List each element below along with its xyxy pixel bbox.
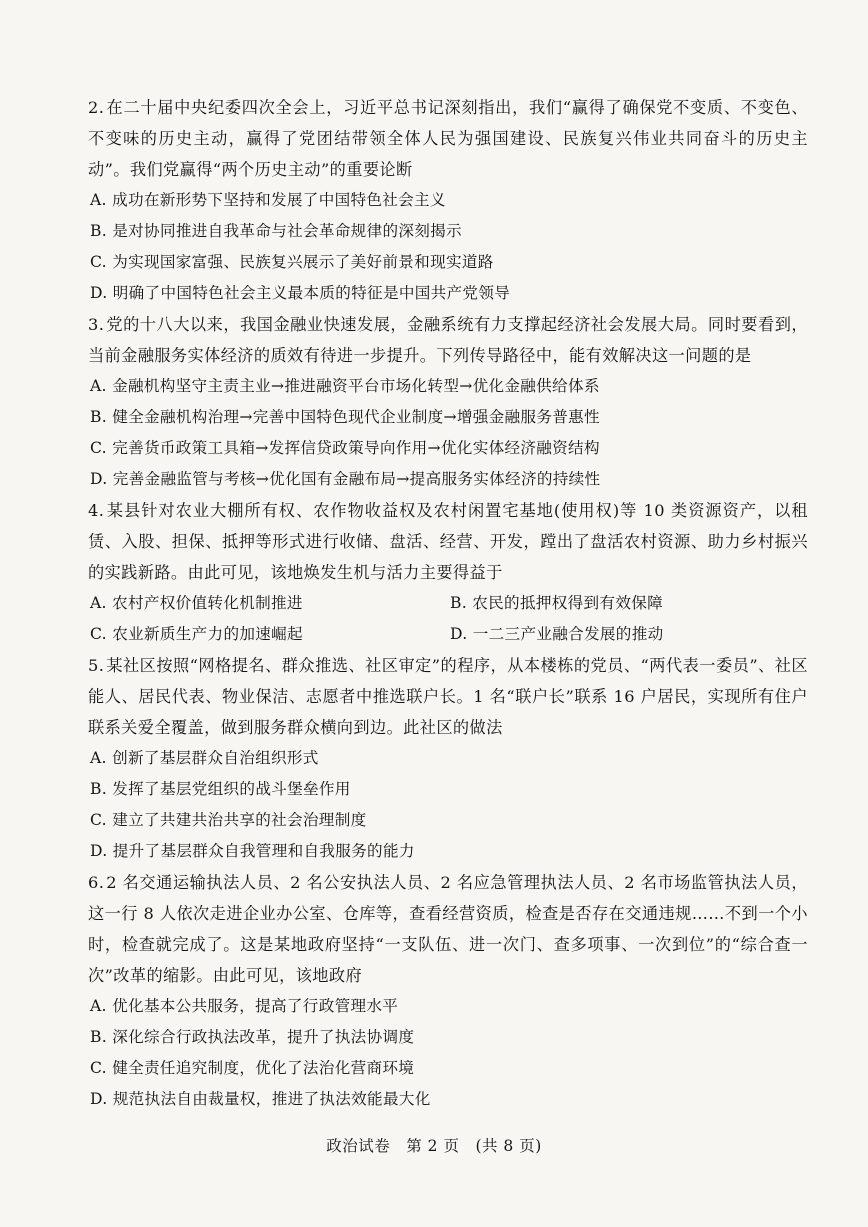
option-row	[88, 619, 808, 650]
option-c: C. 建立了共建共治共享的社会治理制度	[90, 811, 367, 829]
question-stem	[88, 650, 808, 743]
page-footer: 政治试卷 第 2 页 (共 8 页)	[326, 1137, 542, 1155]
option-c: C. 为实现国家富强、民族复兴展示了美好前景和现实道路	[90, 253, 494, 271]
option-b: B. 深化综合行政执法改革，提升了执法协调度	[90, 1028, 415, 1046]
option-d: D. 明确了中国特色社会主义最本质的特征是中国共产党领导	[90, 284, 511, 302]
question-number: 4.	[88, 501, 105, 520]
question-text: 某社区按照“网格提名、群众推选、社区审定”的程序，从本楼栋的党员、“两代表一委员”、社区能人、居民代表、物业保洁、志愿者中推选联户长。1 名“联户长”联系 16 户居民，实现所有住户联系关爱全覆盖，做到服务群众横向到边。此社区的做法	[88, 656, 808, 737]
option-d: D. 一二三产业融合发展的推动	[450, 625, 664, 643]
option-b: B. 健全金融机构治理→完善中国特色现代企业制度→增强金融服务普惠性	[90, 408, 600, 426]
option-a: A. 创新了基层群众自治组织形式	[90, 749, 319, 767]
option-b: B. 农民的抵押权得到有效保障	[450, 594, 663, 612]
option-d: D. 提升了基层群众自我管理和自我服务的能力	[90, 842, 415, 860]
question-text: 党的十八大以来，我国金融业快速发展，金融系统有力支撑起经济社会发展大局。同时要看到，当前金融服务实体经济的质效有待进一步提升。下列传导路径中，能有效解决这一问题的是	[88, 315, 808, 365]
option-b: B. 是对协同推进自我革命与社会革命规律的深刻揭示	[90, 222, 462, 240]
option-a: A. 成功在新形势下坚持和发展了中国特色社会主义	[90, 191, 446, 209]
question-2	[88, 92, 808, 309]
option-a: A. 金融机构坚守主责主业→推进融资平台市场化转型→优化金融供给体系	[90, 377, 600, 395]
option-c: C. 健全责任追究制度，优化了法治化营商环境	[90, 1059, 415, 1077]
option-c: C. 完善货币政策工具箱→发挥信贷政策导向作用→优化实体经济融资结构	[90, 439, 600, 457]
option-a: A. 优化基本公共服务，提高了行政管理水平	[90, 997, 399, 1015]
question-3	[88, 309, 808, 495]
question-4	[88, 495, 808, 650]
question-stem	[88, 309, 808, 371]
question-stem	[88, 867, 808, 991]
question-number: 5.	[88, 656, 105, 675]
question-text: 2 名交通运输执法人员、2 名公安执法人员、2 名应急管理执法人员、2 名市场监管执法人员，这一行 8 人依次走进企业办公室、仓库等，查看经营资质，检查是否存在交通违规……不到一个小时，检查就完成了。这是某地政府坚持“一支队伍、进一次门、查多项事、一次到位”的“综合查一次”改革的缩影。由此可见，该地政府	[88, 873, 808, 985]
question-stem	[88, 495, 808, 588]
question-6	[88, 867, 808, 1115]
option-c: C. 农业新质生产力的加速崛起	[90, 625, 303, 643]
option-d: D. 规范执法自由裁量权，推进了执法效能最大化	[90, 1090, 431, 1108]
question-number: 6.	[88, 873, 105, 892]
option-a: A. 农村产权价值转化机制推进	[90, 594, 303, 612]
option-row	[88, 588, 808, 619]
question-number: 3.	[88, 315, 105, 334]
question-5	[88, 650, 808, 867]
question-text: 某县针对农业大棚所有权、农作物收益权及农村闲置宅基地(使用权)等 10 类资源资产，以租赁、入股、担保、抵押等形式进行收储、盘活、经营、开发，蹚出了盘活农村资源、助力乡村振兴的实践新路。由此可见，该地焕发生机与活力主要得益于	[88, 501, 808, 582]
option-d: D. 完善金融监管与考核→优化国有金融布局→提高服务实体经济的持续性	[90, 470, 601, 488]
question-number: 2.	[88, 98, 105, 117]
question-text: 在二十届中央纪委四次全会上，习近平总书记深刻指出，我们“赢得了确保党不变质、不变色、不变味的历史主动，赢得了党团结带领全体人民为强国建设、民族复兴伟业共同奋斗的历史主动”。我们党赢得“两个历史主动”的重要论断	[88, 98, 808, 179]
option-b: B. 发挥了基层党组织的战斗堡垒作用	[90, 780, 351, 798]
question-stem	[88, 92, 808, 185]
